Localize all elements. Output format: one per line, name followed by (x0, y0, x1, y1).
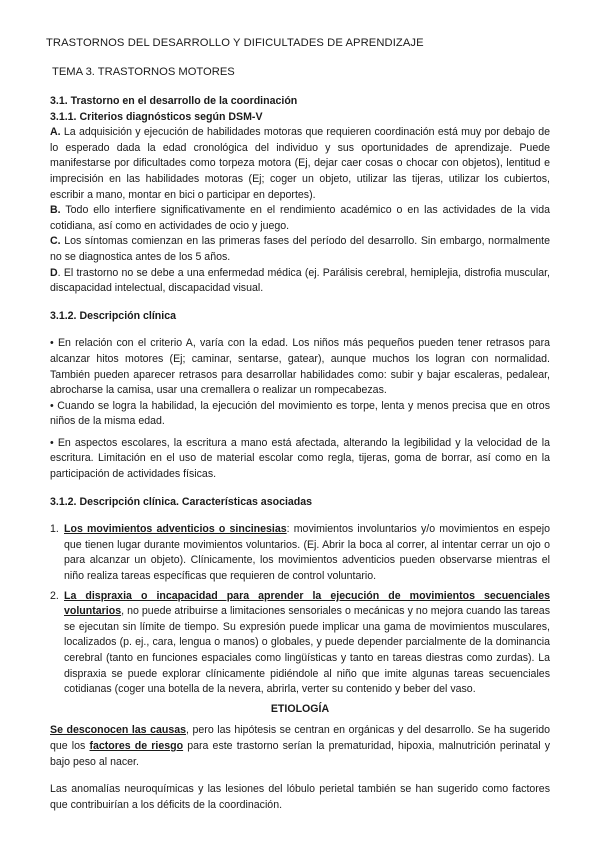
section-subtitle-3-1-1: 3.1.1. Criterios diagnósticos según DSM-V (50, 110, 263, 123)
clinical-bullet-3: • En aspectos escolares, la escritura a mano está afectada, alterando la legibilidad y la velocidad de la escritura. Limitación en el uso de material escolar como regla, tijeras, goma de borrar, así como en la participación de actividades físicas. (50, 436, 550, 481)
associated-features-list (50, 522, 550, 698)
list-item: 2. La dispraxia o incapacidad para aprender la ejecución de movimientos secuenciales voluntarios, no puede atribuirse a limitaciones sensoriales o mecánicas y no mejora cuando las tareas se ejecutan sin límite de tiempo. Su expresión puede implicar una gama de movimientos musculares, localizados (p. ej., cara, lengua o manos) o globales, y puede depender parcialmente de la dominancia cerebral (tanto en funciones espaciales como lingüísticas y tanto en tareas diestras como zurdas). La dispraxia se puede explorar clínicamente pidiéndole al niño que imite algunas tareas secuenciales cotidianas (coger una botella de la nevera, abrirla, verter su contenido y beber del vaso. (50, 589, 550, 696)
criterion-c: C. Los síntomas comienzan en las primeras fases del período del desarrollo. Sin embargo, normalmente no se diagnostica antes de los 5 años. (50, 235, 550, 263)
document-body (50, 94, 550, 813)
clinical-bullet-1: • En relación con el criterio A, varía con la edad. Los niños más pequeños pueden tener retrasos para alcanzar hitos motores (Ej; caminar, sentarse, gatear), aunque muchos los logran con normalidad. También pueden aparecer retrasos para desarrollar habilidades como: subir y bajar escaleras, pedalear, abrocharse la camisa, usar una cremallera o realizar un rompecabezas. (50, 337, 550, 397)
criterion-b: B. Todo ello interfiere significativamente en el rendimiento académico o en las actividades de la vida cotidiana, así como en actividades de ocio y juego. (50, 204, 550, 232)
criterion-a: A. La adquisición y ejecución de habilidades motoras que requieren coordinación está muy por debajo de lo esperado dada la edad cronológica del individuo y sus oportunidades de aprendizaje. Puede manifestarse por dificultades como torpeza motora (Ej, dejar caer cosas o chocar con objetos), lentitud e imprecisión en las habilidades motoras (Ej; coger un objeto, utilizar las tijeras, utilizar los cubiertos, escribir a mano, montar en bici o participar en deportes). (50, 126, 550, 201)
etiology-paragraph-1: Se desconocen las causas, pero las hipótesis se centran en orgánicas y del desarrollo. Se ha sugerido que los factores de riesgo para este trastorno serían la prematuridad, hipoxia, malnutrición perinatal y bajo peso al nacer. (50, 724, 550, 768)
section-title-3-1-2: 3.1.2. Descripción clínica (50, 309, 177, 322)
topic-title: TEMA 3. TRASTORNOS MOTORES (52, 66, 235, 78)
section-title-associated: 3.1.2. Descripción clínica. Características asociadas (50, 495, 313, 508)
list-item: 1. Los movimientos adventicios o sincinesias: movimientos involuntarios y/o movimientos en espejo que tienen lugar durante movimientos voluntarios. (Ej. Abrir la boca al correr, al intentar cerrar un ojo o para alcanzar un objeto). Clínicamente, los movimientos adventicios pueden observarse mientras el niño realiza tareas específicas que requieren de control voluntario. (50, 523, 550, 583)
clinical-bullet-2: • Cuando se logra la habilidad, la ejecución del movimiento es torpe, lenta y menos precisa que en otros niños de la misma edad. (50, 399, 550, 428)
criterion-d: D. El trastorno no se debe a una enfermedad médica (ej. Parálisis cerebral, hemiplejia, distrofia muscular, discapacidad intelectual, discapacidad visual. (50, 266, 550, 295)
document-header: TRASTORNOS DEL DESARROLLO Y DIFICULTADES DE APRENDIZAJE (46, 37, 424, 49)
etiology-title: ETIOLOGÍA (270, 702, 330, 715)
section-title-3-1: 3.1. Trastorno en el desarrollo de la coordinación (50, 95, 298, 107)
etiology-paragraph-2: Las anomalías neuroquímicas y las lesiones del lóbulo perietal también se han sugerido como factores que contribuirían a los déficits de la coordinación. (50, 783, 550, 811)
